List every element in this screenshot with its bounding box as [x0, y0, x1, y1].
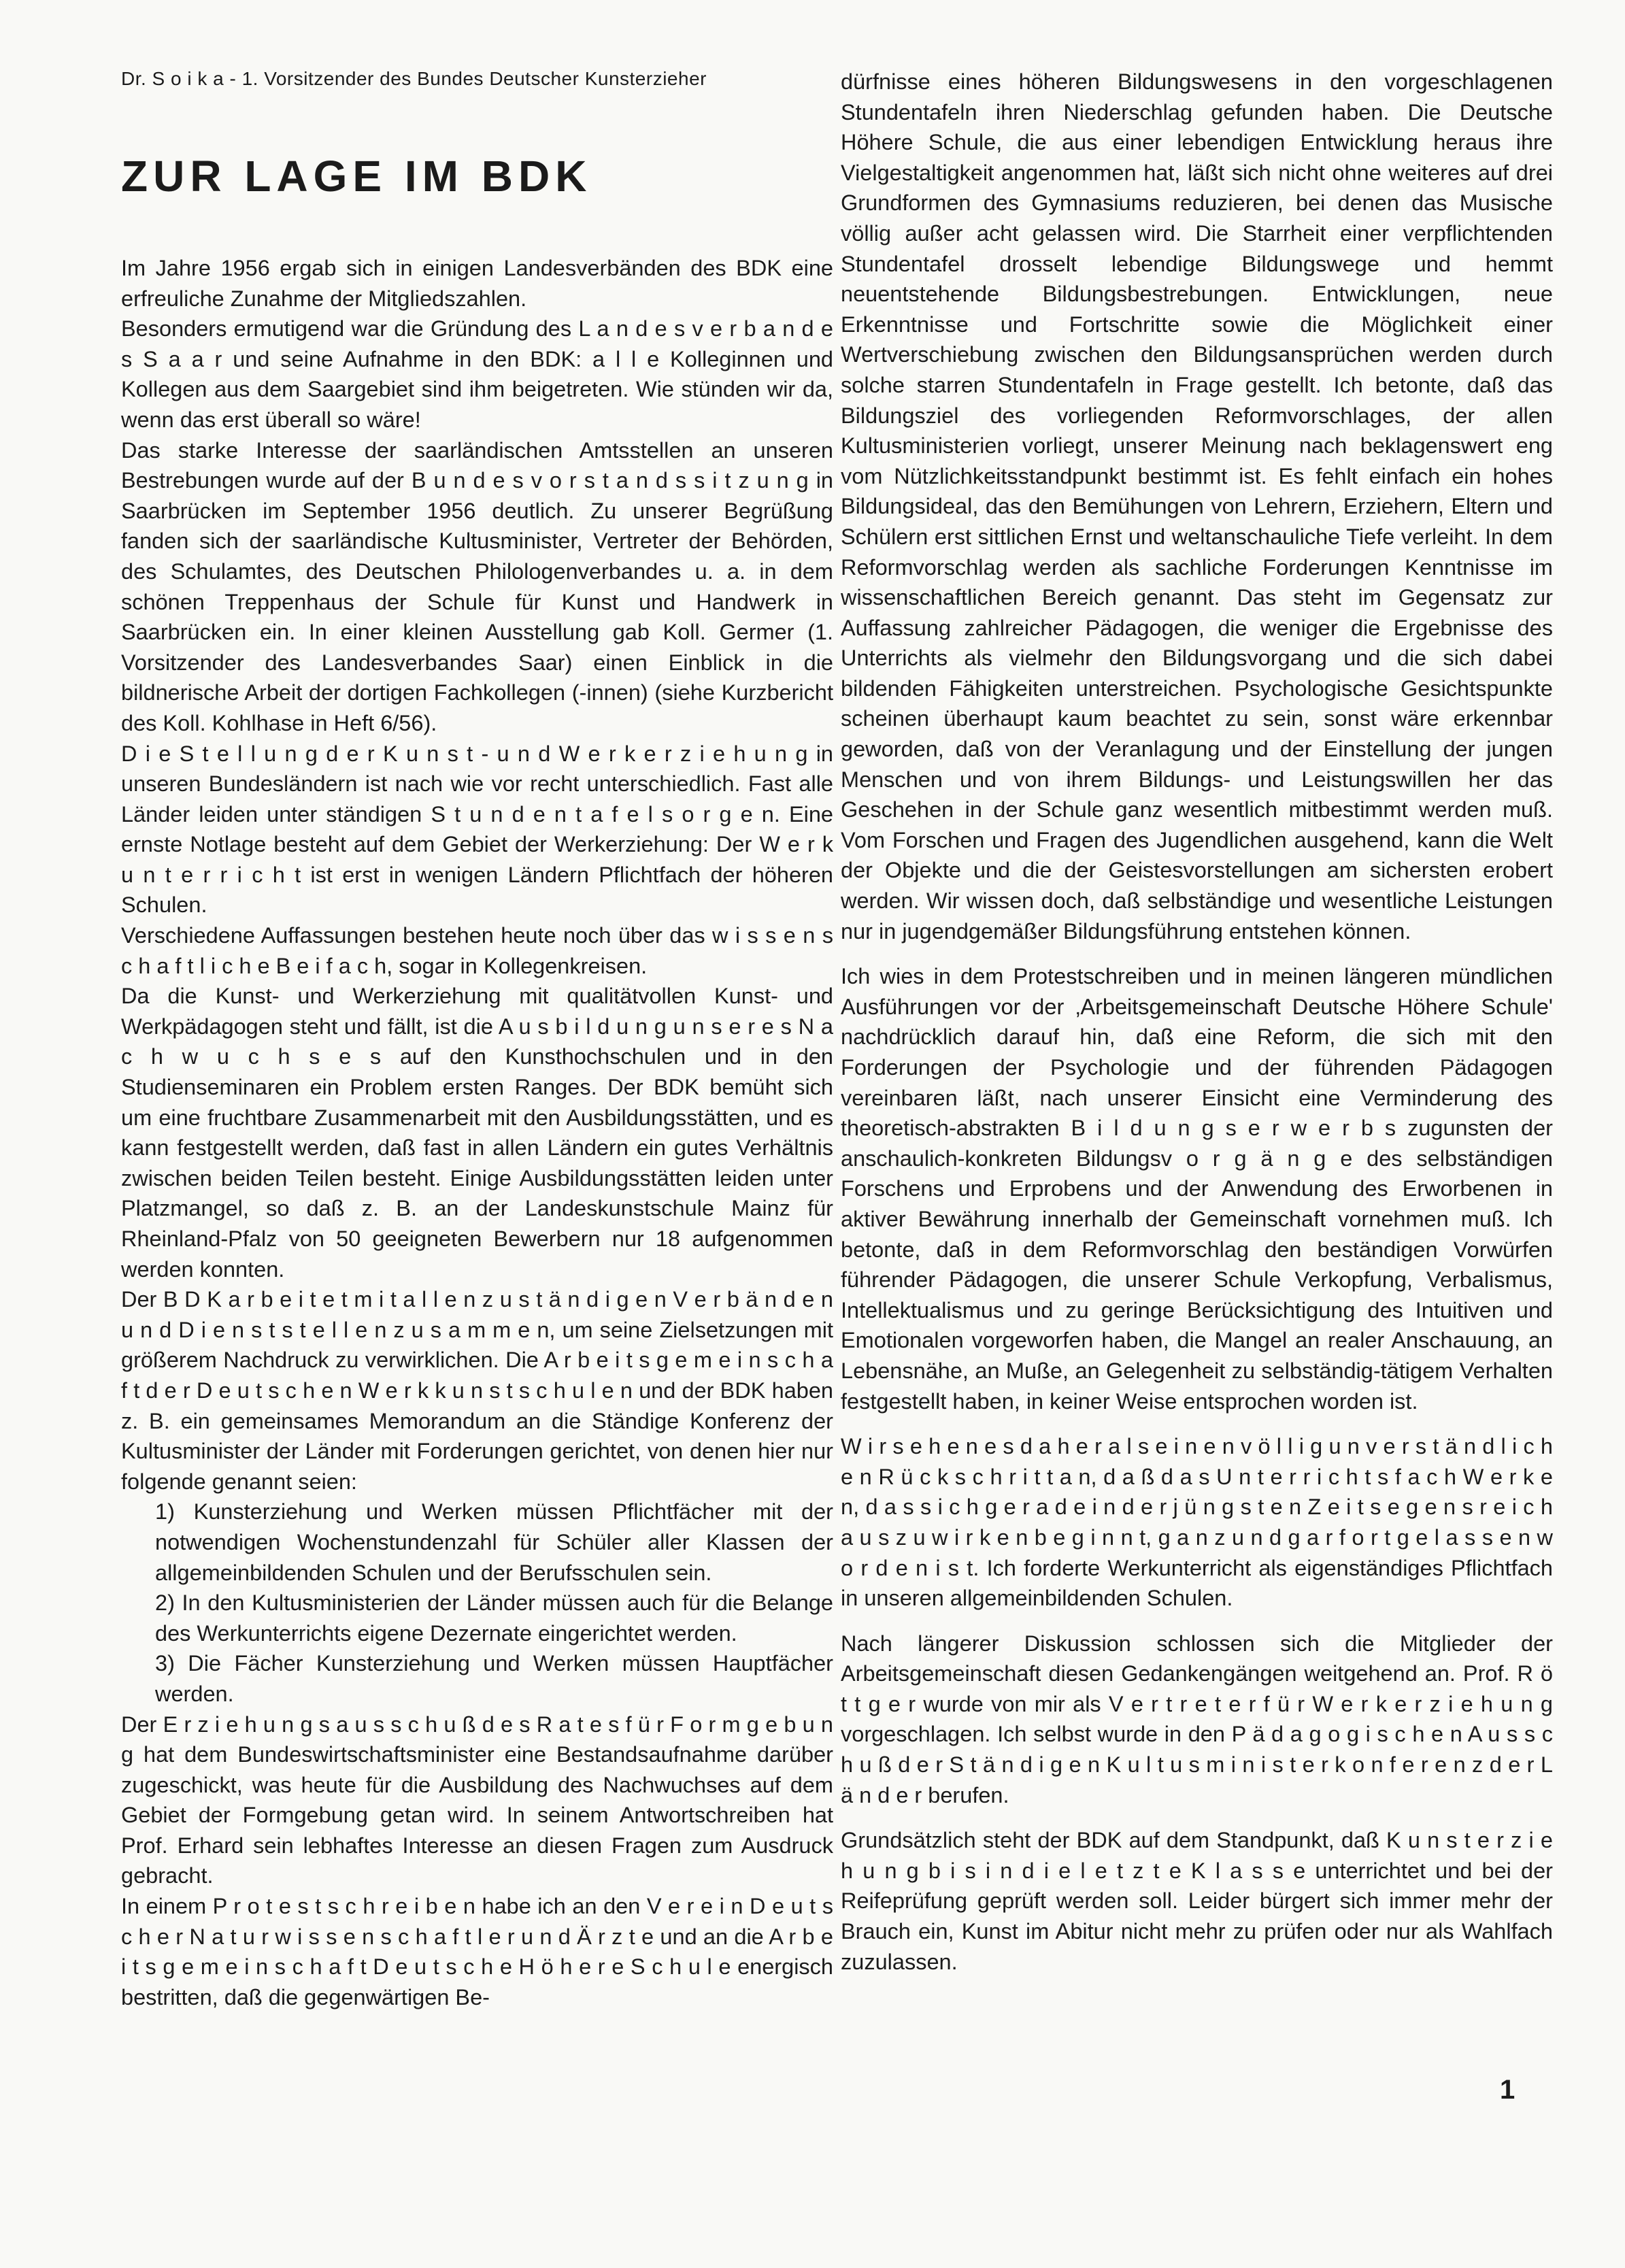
paragraph: W i r s e h e n e s d a h e r a l s e i n e n v ö l l i g u n v e r s t ä n d l i c h e n R ü c k s c h r i t t a n, d a ß d a s U n t e r r i c h t s f a c h W e r k e n, d a s s i c h g e r a d e i n d e r j ü n g s t e n Z e i t s e g e n s r e i c h a u s z u w i r k e n b e g i n n t, g a n z u n d g a r f o r t g e l a s s e n w o r d e n i s t. Ich forderte Werkunterricht als eigenständiges Pflichtfach in unseren allgemeinbildenden Schulen. — [841, 1434, 1553, 1611]
author-byline: Dr. S o i k a - 1. Vorsitzender des Bundes Deutscher Kunsterzieher — [121, 68, 707, 89]
right-column — [841, 67, 1553, 1977]
paragraph: Nach längerer Diskussion schlossen sich die Mitglieder der Arbeitsgemeinschaft diesen Gedankengängen weitgehend an. Prof. R ö t t g e r wurde von mir als V e r t r e t e r f ü r W e r k e r z i e h u n g vorgeschlagen. Ich selbst wurde in den P ä d a g o g i s c h e n A u s s c h u ß d e r S t ä n d i g e n K u l t u s m i n i s t e r k o n f e r e n z d e r L ä n d e r berufen. — [841, 1631, 1553, 1807]
left-column — [121, 253, 833, 2012]
paragraph: Im Jahre 1956 ergab sich in einigen Landesverbänden des BDK eine erfreuliche Zunahme der Mitgliedszahlen. — [121, 256, 833, 311]
page-number: 1 — [1500, 2075, 1515, 2105]
paragraph: D i e S t e l l u n g d e r K u n s t - u n d W e r k e r z i e h u n g in unseren Bundesländern ist nach wie vor recht unterschiedlich. Fast alle Länder leiden unter ständigen S t u n d e n t a f e l s o r g e n. Eine ernste Notlage besteht auf dem Gebiet der Werkerziehung: Der W e r k u n t e r r i c h t ist erst in wenigen Ländern Pflichtfach der höheren Schulen. — [121, 741, 833, 918]
demand-list-item: 3) Die Fächer Kunsterziehung und Werken müssen Hauptfächer werden. — [155, 1651, 833, 1706]
paragraph: Da die Kunst- und Werkerziehung mit qualitätvollen Kunst- und Werkpädagogen steht und fällt, ist die A u s b i l d u n g u n s e r e s N a c h w u c h s e s auf den Kunsthochschulen und in den Studienseminaren ein Problem ersten Ranges. Der BDK bemüht sich um eine fruchtbare Zusammenarbeit mit den Ausbildungsstätten, und es kann festgestellt werden, daß fast in allen Ländern ein gutes Verhältnis zwischen beiden Teilen besteht. Einige Ausbildungsstätten leiden unter Platzmangel, so daß z. B. an der Landeskunstschule Mainz für Rheinland-Pfalz von 50 geeigneten Bewerbern nur 18 aufgenommen werden konnten. — [121, 984, 833, 1282]
paragraph: Verschiedene Auffassungen bestehen heute noch über das w i s s e n s c h a f t l i c h e B e i f a c h, sogar in Kollegenkreisen. — [121, 923, 833, 978]
paragraph: Der B D K a r b e i t e t m i t a l l e n z u s t ä n d i g e n V e r b ä n d e n u n d D i e n s t s t e l l e n z u s a m m e n, um seine Zielsetzungen mit größerem Nachdruck zu verwirklichen. Die A r b e i t s g e m e i n s c h a f t d e r D e u t s c h e n W e r k k u n s t s c h u l e n und der BDK haben z. B. ein gemeinsames Memorandum an die Ständige Konferenz der Kultusminister der Länder mit Forderungen gerichtet, von denen hier nur folgende genannt seien: — [121, 1287, 833, 1494]
paragraph: dürfnisse eines höheren Bildungswesens in den vorgeschlagenen Stundentafeln ihren Niederschlag gefunden haben. Die Deutsche Höhere Schule, die aus einer lebendigen Entwicklung heraus ihre Vielgestaltigkeit angenommen hat, läßt sich nicht ohne weiteres auf drei Grundformen des Gymnasiums reduzieren, bei denen das Musische völlig außer acht gelassen wird. Die Starrheit einer verpflichtenden Stundentafel drosselt lebendige Bildungswege und hemmt neuentstehende Bildungsbestrebungen. Entwicklungen, neue Erkenntnisse und Fortschritte sowie die Möglichkeit einer Wertverschiebung zwischen den Bildungsansprüchen werden durch solche starren Stundentafeln in Frage gestellt. Ich betonte, daß das Bildungsziel des vorliegenden Reformvorschlages, der allen Kultusministerien vorliegt, unserer Meinung nach beklagenswert eng vom Nützlichkeitsstandpunkt bestimmt ist. Es fehlt einfach ein hohes Bildungsideal, das den Bemühungen von Lehrern, Erziehern, Eltern und Schülern erst sittlichen Ernst und weltanschauliche Tiefe verleiht. In dem Reformvorschlag werden als sachliche Forderungen Kenntnisse im wissenschaftlichen Bereich genannt. Das steht im Gegensatz zur Auffassung zahlreicher Pädagogen, die weniger die Ergebnisse des Unterrichts als vielmehr den Bildungsvorgang und die sich dabei bildenden Fähigkeiten unterstreichen. Psychologische Gesichtspunkte scheinen überhaupt kaum beachtet zu sein, sonst wäre erkennbar geworden, daß von der Veranlagung und der Einstellung der jungen Menschen und von ihrem Bildungs- und Leistungswillen her das Geschehen in der Schule ganz wesentlich mitbestimmt werden muß. Vom Forschen und Fragen des Jugendlichen ausgehend, kann die Welt der Objekte und die der Geistesvorstellungen am sichersten erobert werden. Wir wissen doch, daß selbständige und wesentliche Leistungen nur in jugendgemäßer Bildungsführung entstehen können. — [841, 69, 1553, 944]
demand-list-item: 2) In den Kultusministerien der Länder müssen auch für die Belange des Werkunterrichts eigene Dezernate eingerichtet werden. — [155, 1590, 833, 1646]
paragraph: Der E r z i e h u n g s a u s s c h u ß d e s R a t e s f ü r F o r m g e b u n g hat dem Bundeswirtschaftsminister eine Bestandsaufnahme darüber zugeschickt, was heute für die Ausbildung des Nachwuchses auf dem Gebiet der Formgebung getan wird. In seinem Antwortschreiben hat Prof. Erhard sein lebhaftes Interesse an diesen Fragen zum Ausdruck gebracht. — [121, 1712, 833, 1888]
demand-list-item: 1) Kunsterziehung und Werken müssen Pflichtfächer mit der notwendigen Wochenstundenzahl für Schüler aller Klassen der allgemeinbildenden Schulen und der Berufsschulen sein. — [155, 1499, 833, 1585]
paragraph: Besonders ermutigend war die Gründung des L a n d e s v e r b a n d e s S a a r und seine Aufnahme in den BDK: a l l e Kolleginnen und Kollegen aus dem Saargebiet sind ihm beigetreten. Wie stünden wir da, wenn das erst überall so wäre! — [121, 316, 833, 432]
paragraph: Ich wies in dem Protestschreiben und in meinen längeren mündlichen Ausführungen vor der ‚Arbeitsgemeinschaft Deutsche Höhere Schule' nachdrücklich darauf hin, daß eine Reform, die sich mit den Forderungen der Psychologie und der führenden Pädagogen vereinbaren läßt, nach unserer Einsicht eine Verminderung des theoretisch-abstrakten B i l d u n g s e r w e r b s zugunsten der anschaulich-konkreten Bildungsv o r g ä n g e des selbständigen Forschens und Erprobens und der Anwendung des Erworbenen in aktiver Bewährung innerhalb der Gemeinschaft vornehmen muß. Ich betonte, daß in dem Reformvorschlag den beständigen Vorwürfen führender Pädagogen, die unserer Schule Verkopfung, Verbalismus, Intellektualismus und zu geringe Berücksichtigung des Intuitiven und Emotionalen vorgeworfen haben, die Mangel an realer Anschauung, an Lebensnähe, an Muße, an Gelegenheit zu selbständig-tätigem Verhalten festgestellt haben, in keiner Weise entsprochen worden ist. — [841, 964, 1553, 1414]
paragraph: Grundsätzlich steht der BDK auf dem Standpunkt, daß K u n s t e r z i e h u n g b i s i n d i e l e t z t e K l a s s e unterrichtet und bei der Reifeprüfung geprüft werden soll. Leider bürgert sich immer mehr der Brauch ein, Kunst im Abitur nicht mehr zu prüfen oder nur als Wahlfach zuzulassen. — [841, 1828, 1553, 1974]
article-title: ZUR LAGE IM BDK — [121, 152, 592, 201]
paragraph: In einem P r o t e s t s c h r e i b e n habe ich an den V e r e i n D e u t s c h e r N a t u r w i s s e n s c h a f t l e r u n d Ä r z t e und an die A r b e i t s g e m e i n s c h a f t D e u t s c h e H ö h e r e S c h u l e energisch bestritten, daß die gegenwärtigen Be- — [121, 1894, 833, 2009]
paragraph: Das starke Interesse der saarländischen Amtsstellen an unseren Bestrebungen wurde auf der B u n d e s v o r s t a n d s s i t z u n g in Saarbrücken im September 1956 deutlich. Zu unserer Begrüßung fanden sich der saarländische Kultusminister, Vertreter der Behörden, des Schulamtes, des Deutschen Philologenverbandes u. a. in dem schönen Treppenhaus der Schule für Kunst und Handwerk in Saarbrücken ein. In einer kleinen Ausstellung gab Koll. Germer (1. Vorsitzender des Landesverbandes Saar) einen Einblick in die bildnerische Arbeit der dortigen Fachkollegen (-innen) (siehe Kurzbericht des Koll. Kohlhase in Heft 6/56). — [121, 437, 833, 735]
